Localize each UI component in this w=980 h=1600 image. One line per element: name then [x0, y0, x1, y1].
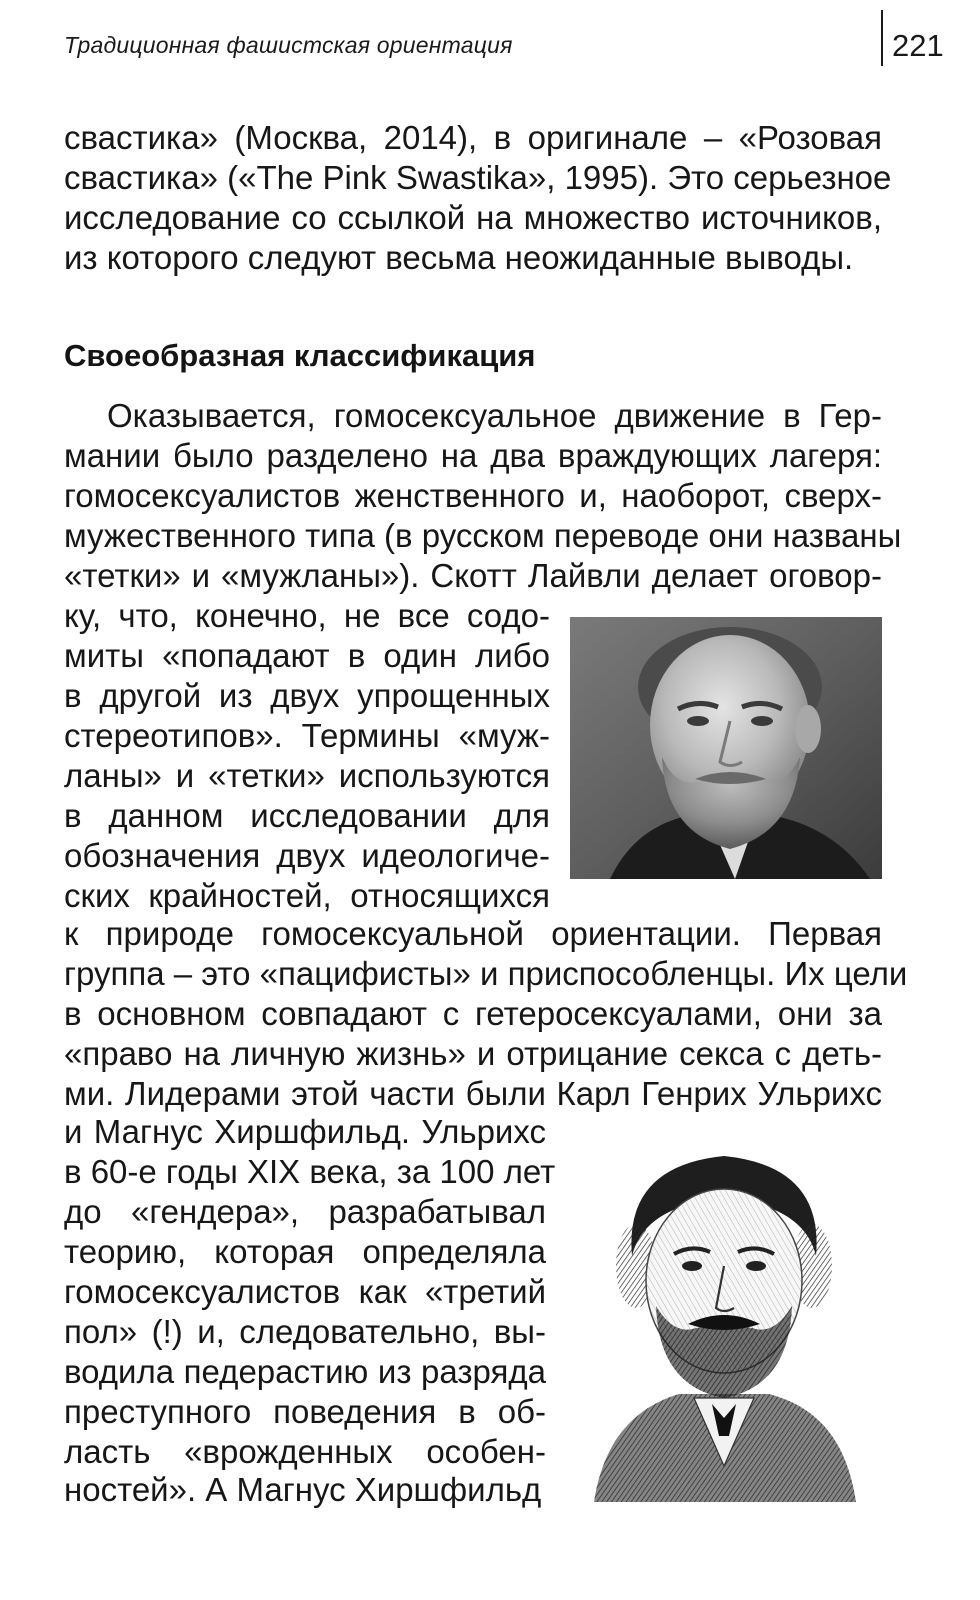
running-title: Традиционная фашистская ориентация	[64, 32, 513, 58]
portrait-engraving-ulrichs	[584, 1136, 864, 1502]
body-line: миты «попадают в один либо	[64, 637, 550, 674]
body-line: мужественного типа (в русском переводе они названы	[64, 517, 902, 554]
intro-line: из которого следуют весьма неожиданные выводы.	[64, 239, 854, 276]
intro-line: исследование со ссылкой на множество источников,	[64, 199, 882, 236]
intro-line: свастика» («The Pink Swastika», 1995). Это серьезное	[64, 159, 892, 196]
body-line: обозначения двух идеологиче-	[64, 837, 550, 874]
body-line: ских крайностей, относящихся	[64, 877, 550, 914]
body-line: в основном совпадают с гетеросексуалами, они за	[64, 995, 882, 1032]
body-line: до «гендера», разрабатывал	[64, 1193, 546, 1230]
header-rule	[881, 10, 883, 66]
body-line: стереотипов». Термины «муж-	[64, 717, 550, 754]
body-line: ку, что, конечно, не все содо-	[64, 597, 550, 634]
body-line: преступного поведения в об-	[64, 1393, 546, 1430]
body-line: «право на личную жизнь» и отрицание секса с деть-	[64, 1035, 882, 1072]
section-heading: Своеобразная классификация	[64, 338, 536, 373]
body-line: теорию, которая определяла	[64, 1233, 546, 1270]
body-line: к природе гомосексуальной ориентации. Первая	[64, 915, 882, 952]
body-line: мании было разделено на два враждующих лагеря:	[64, 437, 882, 474]
body-line: «тетки» и «мужланы»). Скотт Лайвли делает оговор-	[64, 557, 882, 594]
body-line: ласть «врожденных особен-	[64, 1433, 546, 1470]
body-line: ностей». А Магнус Хиршфильд	[64, 1471, 542, 1508]
body-line: ми. Лидерами этой части были Карл Генрих Ульрихс	[64, 1075, 882, 1112]
body-line: группа – это «пацифисты» и приспособленцы. Их цели	[64, 955, 908, 992]
body-line: пол» (!) и, следовательно, вы-	[64, 1313, 546, 1350]
body-line: и Магнус Хиршфильд. Ульрихс	[64, 1113, 546, 1150]
body-line: гомосексуалистов женственного и, наоборот, сверх-	[64, 477, 882, 514]
body-line: Оказывается, гомосексуальное движение в Гер-	[107, 397, 882, 434]
body-line: водила педерастию из разряда	[64, 1353, 546, 1390]
body-line: в другой из двух упрощенных	[64, 677, 550, 714]
body-line: в данном исследовании для	[64, 797, 550, 834]
page-number: 221	[892, 28, 944, 63]
body-line: гомосексуалистов как «третий	[64, 1273, 546, 1310]
intro-line: свастика» (Москва, 2014), в оригинале – «Розовая	[64, 119, 882, 156]
portrait-photo-bearded-man	[570, 617, 882, 879]
body-line: ланы» и «тетки» используются	[64, 757, 550, 794]
body-line: в 60-е годы XIX века, за 100 лет	[64, 1153, 556, 1190]
